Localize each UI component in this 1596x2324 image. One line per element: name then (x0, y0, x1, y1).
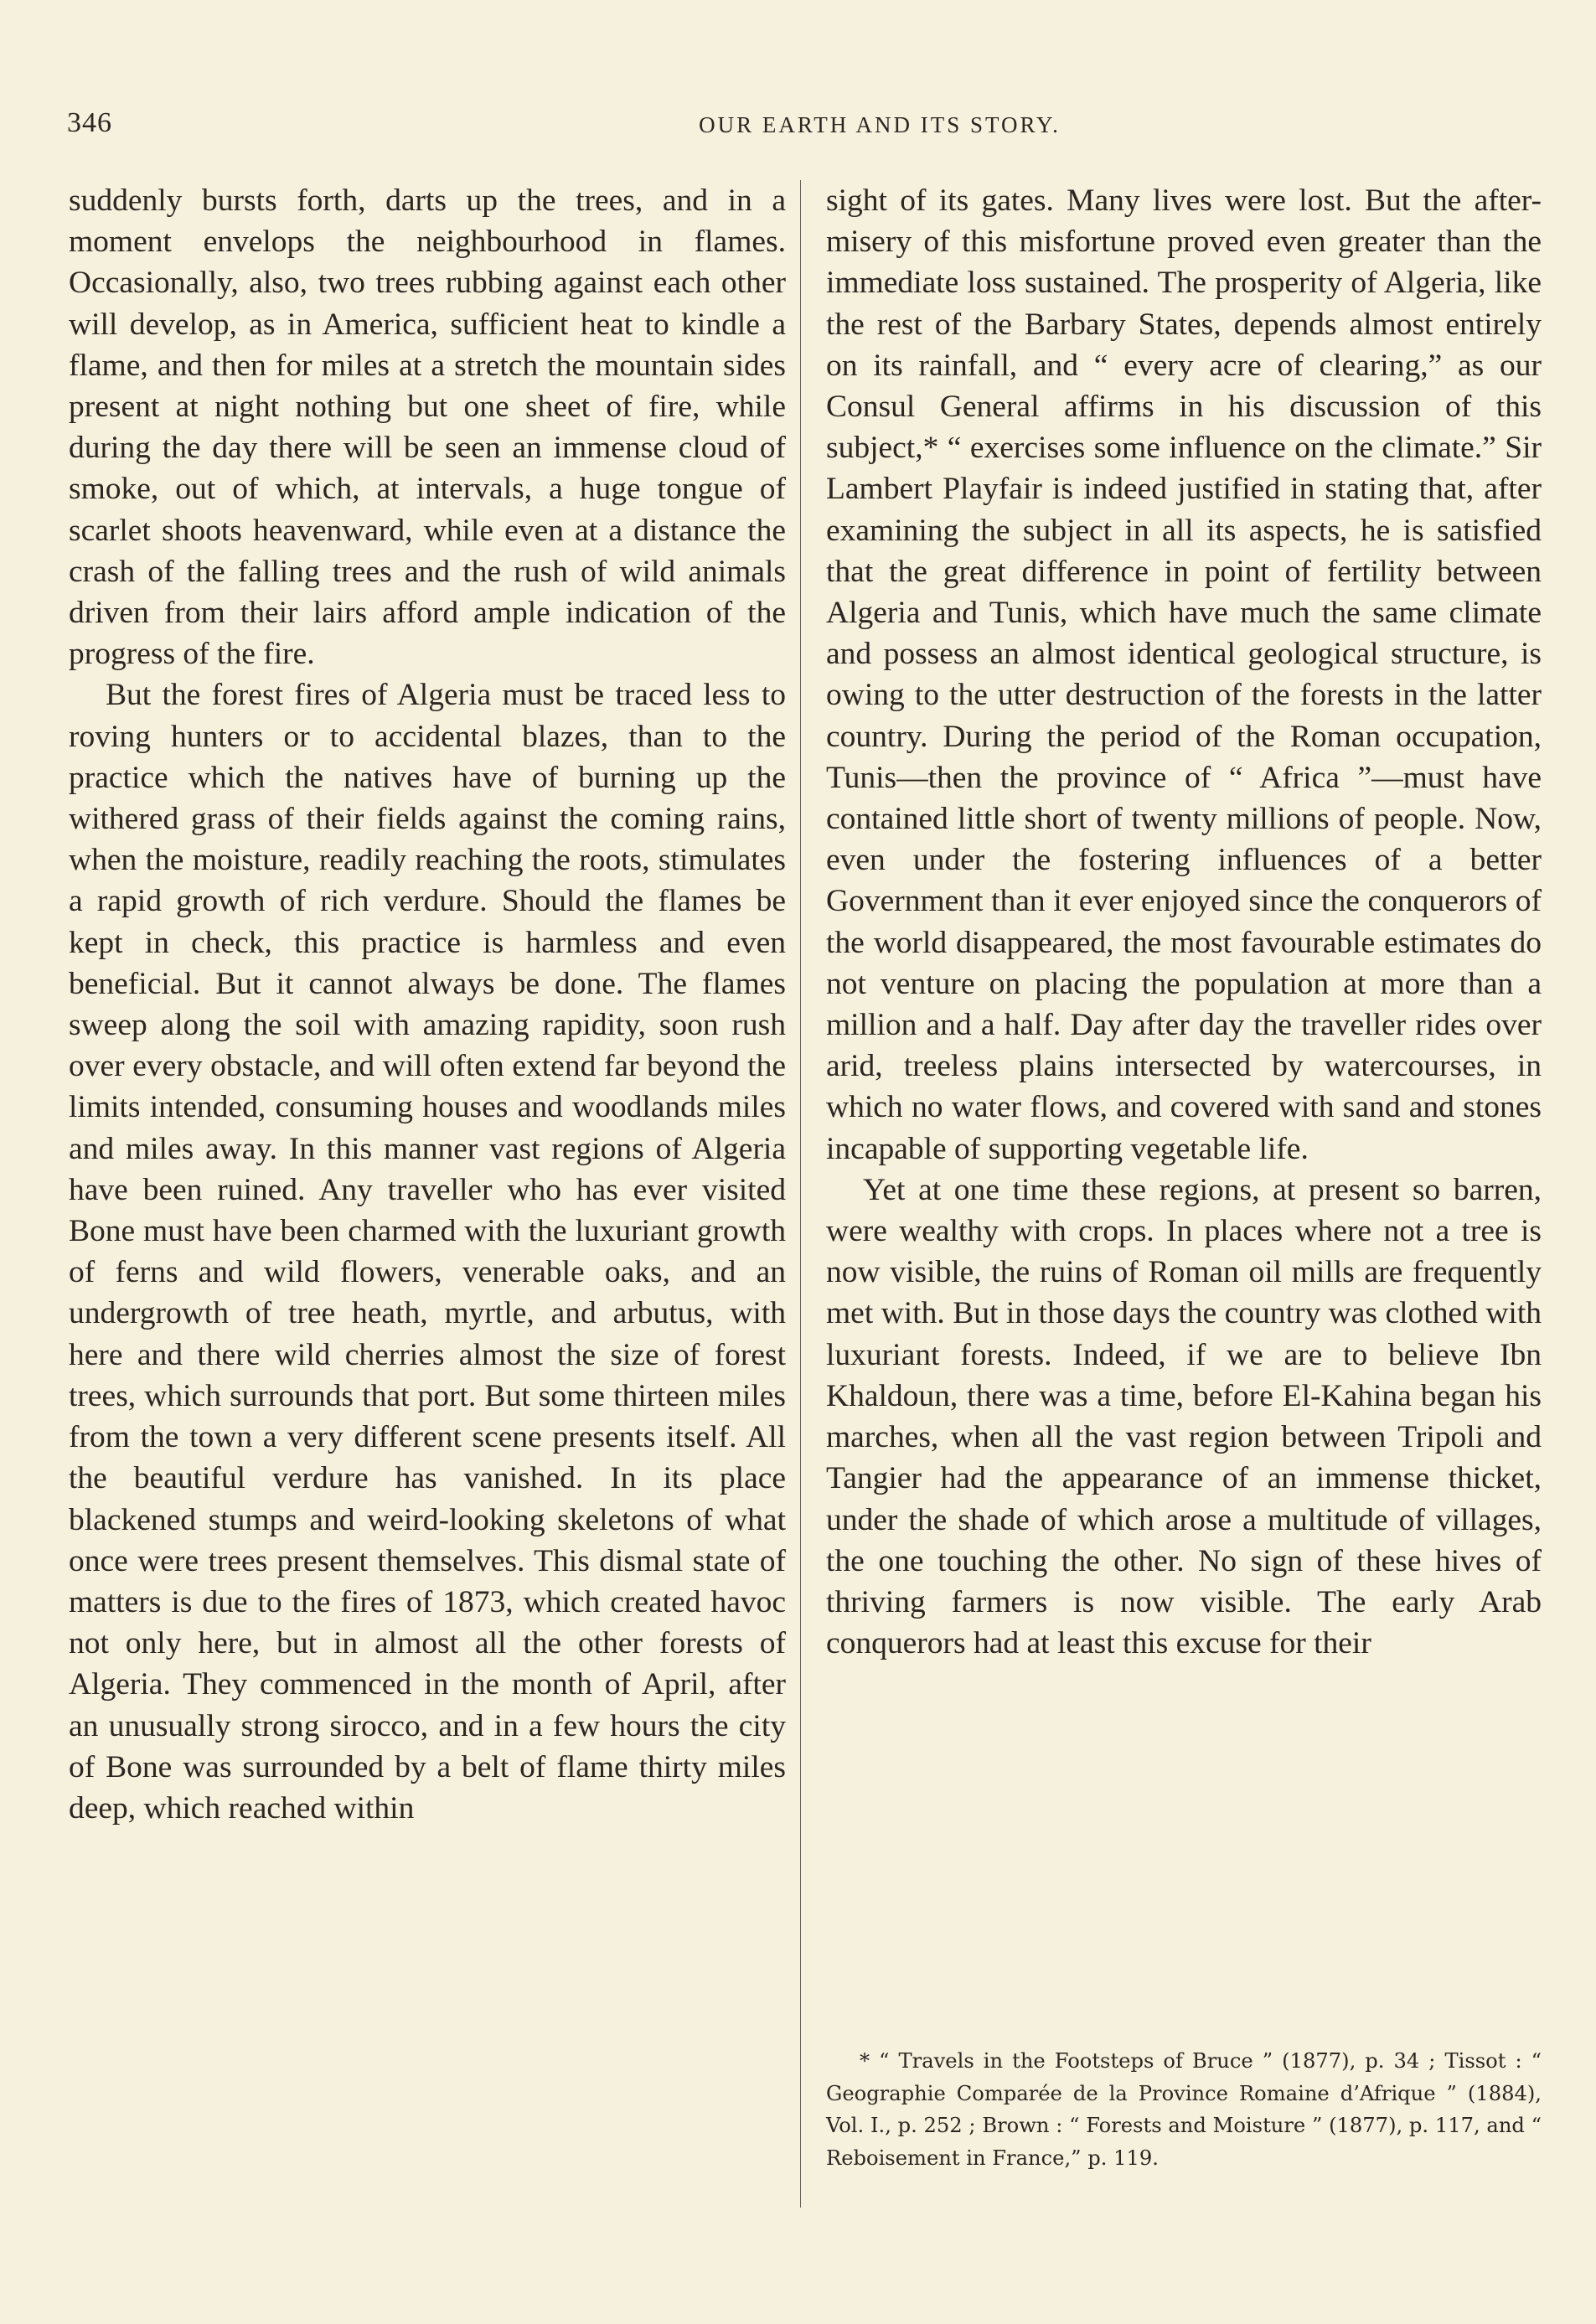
page-number: 346 (67, 107, 112, 138)
paragraph-continued: suddenly bursts forth, darts up the trees, and in a moment envelops the neighbourhood in flames. Occasionally, also, two trees rubbing against each other will develop, as in America, sufficient heat to kindle a flame, and then for miles at a stretch the mountain sides present at night nothing but one sheet of fire, while during the day there will be seen an immense cloud of smoke, out of which, at intervals, a huge tongue of scarlet shoots heavenward, while even at a distance the crash of the falling trees and the rush of wild animals driven from their lairs afford ample indication of the progress of the fire. (69, 183, 786, 672)
right-column (826, 180, 1542, 1664)
running-header (67, 107, 1542, 158)
left-column (69, 180, 786, 1829)
running-title: OUR EARTH AND ITS STORY. (699, 112, 1061, 137)
footnote (826, 2045, 1542, 2174)
column-divider (800, 180, 801, 2208)
paragraph-continued-right: sight of its gates. Many lives were lost. But the after-misery of this misfortune proved even greater than the immediate loss sustained. The prosperity of Algeria, like the rest of the Barbary States, depends almost entirely on its rainfall, and “ every acre of clearing,” as our Consul General affirms in his discussion of this subject,* “ exercises some influence on the climate.” Sir Lambert Playfair is indeed justified in stating that, after examining the subject in all its aspects, he is satisfied that the great difference in point of fertility between Algeria and Tunis, which have much the same climate and possess an almost identical geological structure, is owing to the utter destruction of the forests in the latter country. During the period of the Roman occupation, Tunis—then the province of “ Africa ”—must have contained little short of twenty millions of people. Now, even under the fostering influences of a better Government than it ever enjoyed since the conquerors of the world disappeared, the most favourable estimates do not venture on placing the population at more than a million and a half. Day after day the traveller rides over arid, treeless plains intersected by watercourses, in which no water flows, and covered with sand and stones incapable of supporting vegetable life. (826, 183, 1542, 1166)
paragraph-barren-regions: Yet at one time these regions, at present so barren, were wealthy with crops. In places where not a tree is now visible, the ruins of Roman oil mills are frequently met with. But in those days the country was clothed with luxuriant forests. Indeed, if we are to believe Ibn Khaldoun, there was a time, before El-Kahina began his marches, when all the vast region between Tripoli and Tangier had the appearance of an immense thicket, under the shade of which arose a multitude of villages, the one touching the other. No sign of these hives of thriving farmers is now visible. The early Arab conquerors had at least this excuse for their (826, 1172, 1542, 1661)
paragraph-forest-fires: But the forest fires of Algeria must be traced less to roving hunters or to accidental blazes, than to the practice which the natives have of burning up the withered grass of their fields against the coming rains, when the moisture, readily reaching the roots, stimulates a rapid growth of rich verdure. Should the flames be kept in check, this practice is harmless and even beneficial. But it cannot always be done. The flames sweep along the soil with amazing rapidity, soon rush over every obstacle, and will often extend far beyond the limits intended, consuming houses and woodlands miles and miles away. In this manner vast regions of Algeria have been ruined. Any traveller who has ever visited Bone must have been charmed with the luxuriant growth of ferns and wild flowers, venerable oaks, and an undergrowth of tree heath, myrtle, and arbutus, with here and there wild cherries almost the size of forest trees, which surrounds that port. But some thirteen miles from the town a very different scene presents itself. All the beautiful verdure has vanished. In its place blackened stumps and weird-looking skeletons of what once were trees present themselves. This dismal state of matters is due to the fires of 1873, which created havoc not only here, but in almost all the other forests of Algeria. They commenced in the month of April, after an unusually strong sirocco, and in a few hours the city of Bone was surrounded by a belt of flame thirty miles deep, which reached within (69, 678, 786, 1826)
footnote-text: * “ Travels in the Footsteps of Bruce ” (1877), p. 34 ; Tissot : “ Geographie Comparée de la Province Romaine d’Afrique ” (1884), Vol. I., p. 252 ; Brown : “ Forests and Moisture ” (1877), p. 117, and “ Reboisement in France,” p. 119. (826, 2049, 1542, 2170)
